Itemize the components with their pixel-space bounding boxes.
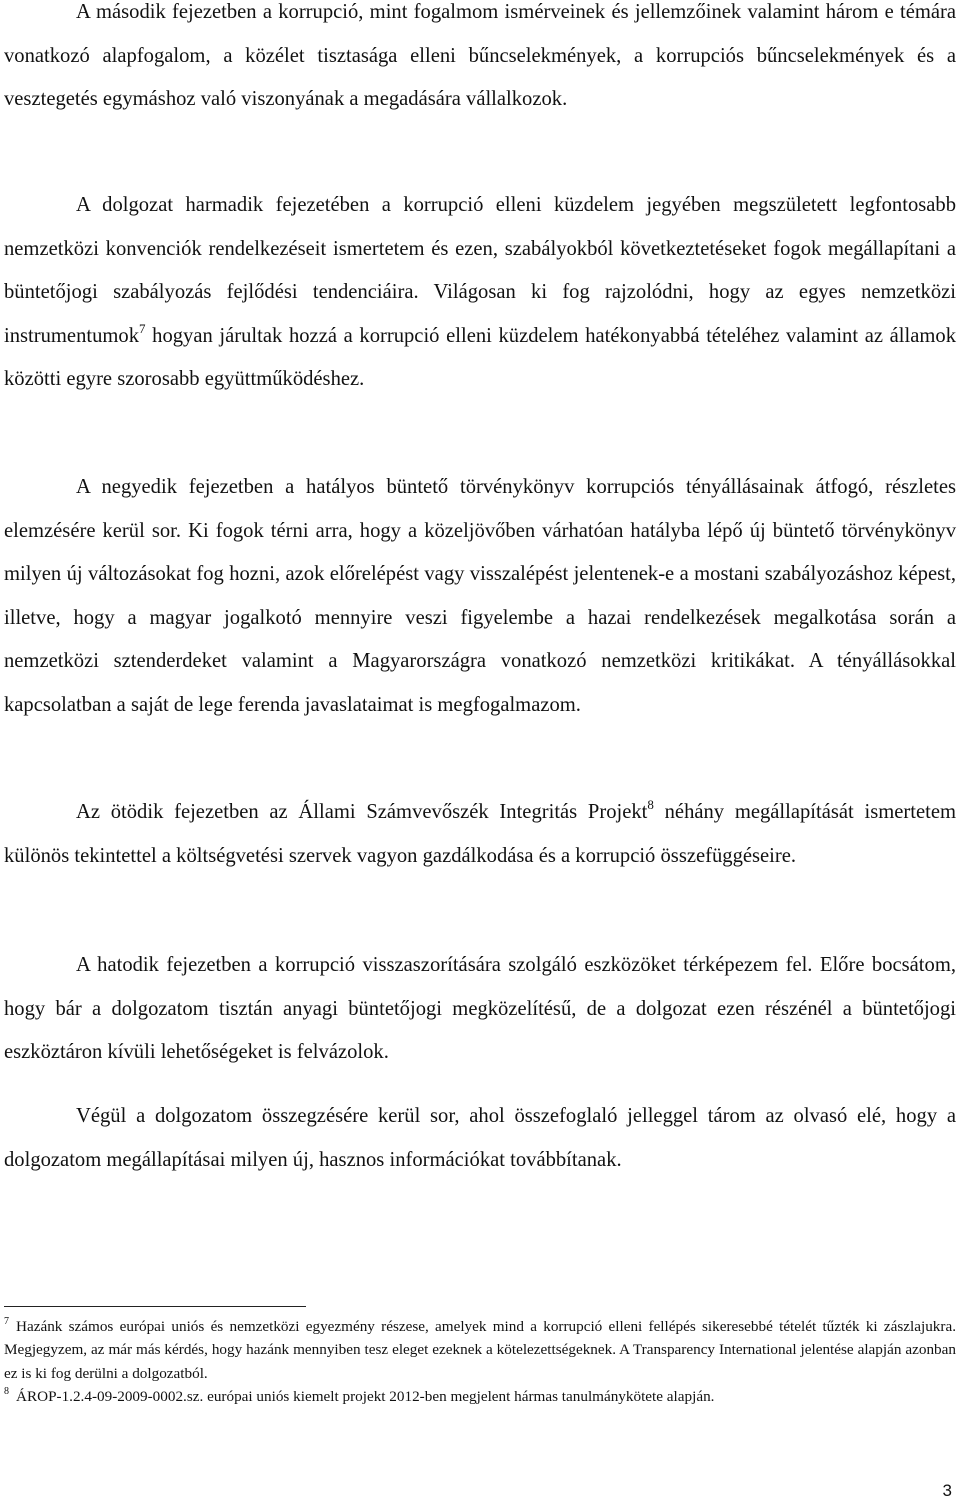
paragraph-text: hogyan járultak hozzá a korrupció elleni küzdelem hatékonyabbá tételéhez valamint az államok közötti egyre szorosabb együttműködéshez.: [4, 324, 956, 391]
footnote-8: [4, 1385, 956, 1408]
paragraph-conclusion: [4, 1095, 956, 1182]
paragraph-text: A negyedik fejezetben a hatályos büntető törvénykönyv korrupciós tényállásainak átfogó, részletes elemzésére kerül sor. Ki fogok térni arra, hogy a közeljövőben várhatóan hatályba lépő új büntető törvénykönyv milyen új változásokat fog hozni, azok előrelépést vagy visszalépést jelentenek-e a mostani szabályozáshoz képest, illetve, hogy a magyar jogalkotó mennyire veszi figyelembe a hazai rendelkezések megalkotása során a nemzetközi sztenderdeket valamint a Magyarországra vonatkozó nemzetközi kritikákat. A tényállásokkal kapcsolatban a saját de lege ferenda javaslataimat is megfogalmazom.: [4, 476, 956, 716]
paragraph-text: A dolgozat harmadik fejezetében a korrupció elleni küzdelem jegyében megszületett legfontosabb nemzetközi konvenciók rendelkezéseit ismertetem és ezen, szabályokból következtetéseket fogok megállapítani a büntetőjogi szabályozás fejlődési tendenciáira. Világosan ki fog rajzolódni, hogy az egyes nemzetközi instrumentumok: [4, 194, 956, 347]
footnote-text: ÁROP-1.2.4-09-2009-0002.sz. európai uniós kiemelt projekt 2012-ben megjelent hármas tanulmánykötete alapján.: [16, 1388, 715, 1406]
footnote-reference[interactable]: 7: [139, 320, 146, 336]
footnote-separator: [4, 1306, 306, 1307]
paragraph-chapter-5: [4, 791, 956, 878]
footnote-text: Hazánk számos európai uniós és nemzetközi egyezmény részese, amelyek mind a korrupció elleni fellépés sikeresebbé tételét tűzték ki zászlajukra. Megjegyzem, az már más kérdés, hogy hazánk mennyiben tesz eleget ezeknek a kötelezettségeknek. A Transparency International jelentése alapján azonban ez is ki fog derülni a dolgozatból.: [4, 1318, 956, 1382]
footnotes-section: [4, 1315, 956, 1409]
paragraph-chapter-6: [4, 944, 956, 1075]
paragraph-chapter-2: [4, 0, 956, 122]
paragraph-text: Az ötödik fejezetben az Állami Számvevőszék Integritás Projekt: [76, 801, 648, 823]
paragraph-chapter-4: [4, 466, 956, 728]
paragraph-text: A második fejezetben a korrupció, mint fogalmom ismérveinek és jellemzőinek valamint három e témára vonatkozó alapfogalom, a közélet tisztasága elleni bűncselekmények, a korrupciós bűncselekmények és a vesztegetés egymáshoz való viszonyának a megadására vállalkozok.: [4, 1, 956, 111]
footnote-number: 8: [4, 1386, 9, 1398]
page-number: 3: [942, 1481, 952, 1500]
paragraph-chapter-3: [4, 184, 956, 402]
paragraph-text: Végül a dolgozatom összegzésére kerül sor, ahol összefoglaló jelleggel tárom az olvasó elé, hogy a dolgozatom megállapításai milyen új, hasznos információkat továbbítanak.: [4, 1105, 956, 1171]
paragraph-text: néhány megállapítását ismertetem különös tekintettel a költségvetési szervek vagyon gazdálkodása és a korrupció összefüggéseire.: [4, 801, 956, 867]
footnote-number: 7: [4, 1316, 9, 1327]
paragraph-text: A hatodik fejezetben a korrupció visszaszorítására szolgáló eszközöket térképezem fel. Előre bocsátom, hogy bár a dolgozatom tisztán anyagi büntetőjogi megközelítésű, de a dolgozat ezen részénél a büntetőjogi eszköztáron kívüli lehetőségeket is felvázolok.: [4, 954, 956, 1064]
footnote-reference[interactable]: 8: [647, 797, 654, 812]
footnote-7: [4, 1315, 956, 1385]
